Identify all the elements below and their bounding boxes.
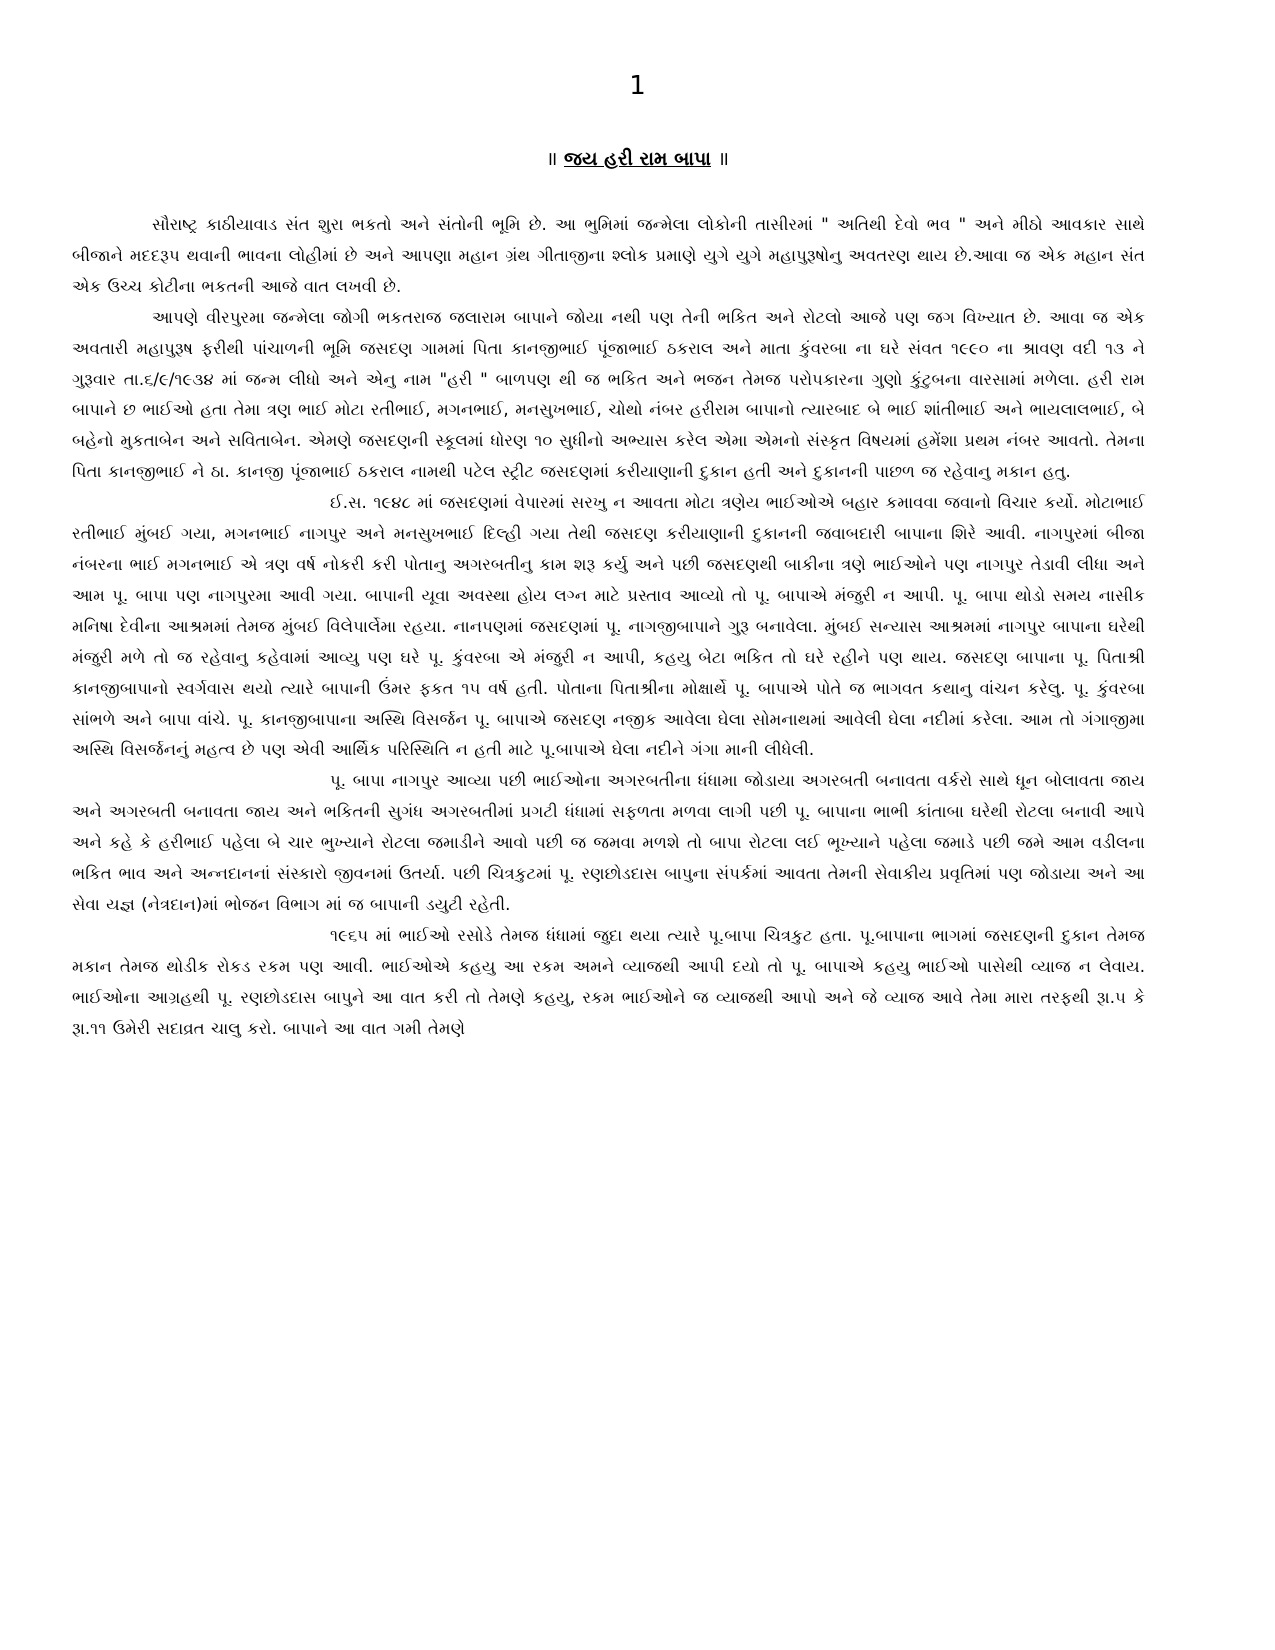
paragraph-agarbatti: પૂ. બાપા નાગપુર આવ્યા પછી ભાઈઓના અગરબતીના ધંધામા જોડાયા અગરબતી બનાવતા વર્કરો સાથે ધૂન બોલાવતા જાય અને અગરબતી બનાવતા જાય અને ભકિતની સુગંધ અગરબતીમાં પ્રગટી ધંધામાં સફળતા મળવા લાગી પછી પૂ. બાપાના ભાભી કાંતાબા ઘરેથી રોટલા બનાવી આપે અને કહે કે હરીભાઈ પહેલા બે ચાર ભુખ્યાને રોટલા જમાડીને આવો પછી જ જમવા મળશે તો બાપા રોટલા લઈ ભૂખ્યાને પહેલા જમાડે પછી જમે આમ વડીલના ભકિત ભાવ અને અન્નદાનનાં સંસ્કારો જીવનમાં ઉતર્યા. પછી ચિત્રકુટમાં પૂ. રણછોડદાસ બાપુના સંપર્કમાં આવતા તેમની સેવાકીય પ્રવૃતિમાં પણ જોડાયા અને આ સેવા યજ્ઞ (નેત્રદાન)માં ભોજન વિભાગ માં જ બાપાની ડયુટી રહેતી. <box>72 771 1145 914</box>
body-text <box>72 210 1145 1044</box>
heading-open-mark: ॥ <box>546 148 558 170</box>
heading-close-mark: ॥ <box>717 148 729 170</box>
paragraph-nagpur: ઈ.સ. ૧૯૪૮ માં જસદણમાં વેપારમાં સરખુ ન આવતા મોટા ત્રણેય ભાઈઓએ બહાર કમાવવા જવાનો વિચાર કર્યો. મોટાભાઈ રતીભાઈ મુંબઈ ગયા, મગનભાઈ નાગપુર અને મનસુખભાઈ દિલ્હી ગયા તેથી જસદણ કરીયાણાની દુકાનની જવાબદારી બાપાના શિરે આવી. નાગપુરમાં બીજા નંબરના ભાઈ મગનભાઈ એ ત્રણ વર્ષ નોકરી કરી પોતાનુ અગરબતીનુ કામ શરૂ કર્યુ અને પછી જસદણથી બાકીના ત્રણે ભાઈઓને પણ નાગપુર તેડાવી લીધા અને આમ પૂ. બાપા પણ નાગપુરમા આવી ગયા. બાપાની યૂવા અવસ્થા હોય લગ્ન માટે પ્રસ્તાવ આવ્યો તો પૂ. બાપાએ મંજુરી ન આપી. પૂ. બાપા થોડો સમય નાસીક મનિષા દેવીના આશ્રમમાં તેમજ મુંબઈ વિલેપાર્લેમા રહયા. નાનપણમાં જસદણમાં પૂ. નાગજીબાપાને ગુરૂ બનાવેલા. મુંબઈ સન્યાસ આશ્રમમાં નાગપુર બાપાના ઘરેથી મંજુરી મળે તો જ રહેવાનુ કહેવામાં આવ્યુ પણ ઘરે પૂ. કુંવરબા એ મંજુરી ન આપી, કહયુ બેટા ભકિત તો ઘરે રહીને પણ થાય. જસદણ બાપાના પૂ. પિતાશ્રી કાનજીબાપાનો સ્વર્ગવાસ થયો ત્યારે બાપાની ઉંમર ફકત ૧૫ વર્ષ હતી. પોતાના પિતાશ્રીના મોક્ષાર્થે પૂ. બાપાએ પોતે જ ભાગવત કથાનુ વાંચન કરેલુ. પૂ. કુંવરબા સાંભળે અને બાપા વાંચે. પૂ. કાનજીબાપાના અસ્થિ વિસર્જન પૂ. બાપાએ જસદણ નજીક આવેલા ઘેલા સોમનાથમાં આવેલી ઘેલા નદીમાં કરેલા. આમ તો ગંગાજીમા અસ્થિ વિસર્જનનું મહત્વ છે પણ એવી આર્થિક પરિસ્થિતિ ન હતી માટે પૂ.બાપાએ ઘેલા નદીને ગંગા માની લીધેલી. <box>72 493 1145 760</box>
paragraph-intro: સૌરાષ્ટ્ર કાઠીયાવાડ સંત શુરા ભકતો અને સંતોની ભૂમિ છે. આ ભુમિમાં જન્મેલા લોકોની તાસીરમાં " અતિથી દેવો ભવ " અને મીઠો આવકાર સાથે બીજાને મદદરૂપ થવાની ભાવના લોહીમાં છે અને આપણા મહાન ગ્રંથ ગીતાજીના શ્લોક પ્રમાણે યુગે યુગે મહાપુરૂષોનુ અવતરણ થાય છે.આવા જ એક મહાન સંત એક ઉચ્ચ કોટીના ભકતની આજે વાત લખવી છે. <box>72 215 1145 296</box>
page-number: 1 <box>629 71 646 101</box>
page-heading <box>0 145 1275 173</box>
heading-title: જય હરી રામ બાપા <box>564 148 711 170</box>
paragraph-birth: આપણે વીરપુરમા જન્મેલા જોગી ભકતરાજ જલારામ બાપાને જોયા નથી પણ તેની ભકિત અને રોટલો આજે પણ જગ વિખ્યાત છે. આવા જ એક અવતારી મહાપુરૂષ ફરીથી પાંચાળની ભૂમિ જસદણ ગામમાં પિતા કાનજીભાઈ પૂંજાભાઈ ઠકરાલ અને માતા કુંવરબા ના ઘરે સંવત ૧૯૯૦ ના શ્રાવણ વદી ૧૩ ને ગુરૂવાર તા.૬/૯/૧૯૩૪ માં જન્મ લીધો અને એનુ નામ "હરી " બાળપણ થી જ ભકિત અને ભજન તેમજ પરોપકારના ગુણો કુંટુબના વારસામાં મળેલા. હરી રામ બાપાને છ ભાઈઓ હતા તેમા ત્રણ ભાઈ મોટા રતીભાઈ, મગનભાઈ, મનસુખભાઈ, ચોથો નંબર હરીરામ બાપાનો ત્યારબાદ બે ભાઈ શાંતીભાઈ અને ભાયલાલભાઈ, બે બહેનો મુકતાબેન અને સવિતાબેન. એમણે જસદણની સ્કૂલમાં ધોરણ ૧૦ સુધીનો અભ્યાસ કરેલ એમા એમનો સંસ્કૃત વિષયમાં હમેંશા પ્રથમ નંબર આવતો. તેમના પિતા કાનજીભાઈ ને ઠા. કાનજી પૂંજાભાઈ ઠકરાલ નામથી પટેલ સ્ટ્રીટ જસદણમાં કરીયાણાની દુકાન હતી અને દુકાનની પાછળ જ રહેવાનુ મકાન હતુ. <box>72 307 1145 482</box>
paragraph-sadavrat: ૧૯૬૫ માં ભાઈઓ રસોડે તેમજ ધંધામાં જુદા થયા ત્યારે પૂ.બાપા ચિત્રકુટ હતા. પૂ.બાપાના ભાગમાં જસદણની દુકાન તેમજ મકાન તેમજ થોડીક રોકડ રકમ પણ આવી. ભાઈઓએ કહયુ આ રકમ અમને વ્યાજથી આપી દયો તો પૂ. બાપાએ કહયુ ભાઈઓ પાસેથી વ્યાજ ન લેવાય. ભાઈઓના આગ્રહથી પૂ. રણછોડદાસ બાપુને આ વાત કરી તો તેમણે કહયુ, રકમ ભાઈઓને જ વ્યાજથી આપો અને જે વ્યાજ આવે તેમા મારા તરફથી રૂા.૫ કે રૂા.૧૧ ઉમેરી સદાવ્રત ચાલુ કરો. બાપાને આ વાત ગમી તેમણે <box>72 925 1145 1038</box>
